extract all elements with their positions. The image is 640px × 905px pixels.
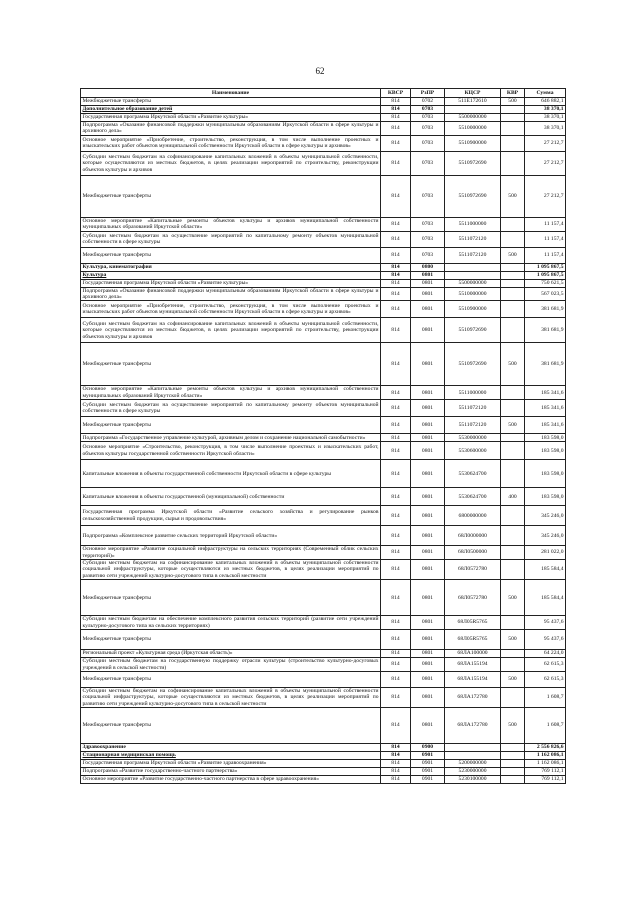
cell-kvsr: 814	[381, 460, 411, 488]
table-row	[81, 580, 566, 616]
page-number: 62	[315, 66, 325, 76]
cell-rzpr: 0801	[411, 560, 445, 580]
cell-rzpr: 0801	[411, 658, 445, 672]
cell-kcsr: 5500000000	[445, 114, 501, 122]
cell-kvr	[501, 546, 525, 560]
cell-rzpr: 0801	[411, 442, 445, 460]
cell-kvr	[501, 400, 525, 417]
cell-kvsr: 814	[381, 616, 411, 630]
cell-sum: 1 608,7	[525, 708, 566, 744]
cell-rzpr: 0900	[411, 744, 445, 752]
cell-kcsr: 68Л05R5765	[445, 616, 501, 630]
cell-kcsr: 5530624700	[445, 488, 501, 506]
cell-kcsr: 5510900000	[445, 301, 501, 318]
cell-sum: 185 584,4	[525, 580, 566, 616]
cell-kvr: 500	[501, 247, 525, 263]
cell-sum: 27 212,7	[525, 175, 566, 217]
cell-sum: 11 157,4	[525, 217, 566, 231]
cell-rzpr: 0801	[411, 580, 445, 616]
cell-kvsr: 814	[381, 231, 411, 247]
cell-kcsr: 5511000000	[445, 386, 501, 400]
cell-kvsr: 814	[381, 175, 411, 217]
cell-rzpr: 0703	[411, 106, 445, 114]
cell-kvr	[501, 106, 525, 114]
table-row	[81, 417, 566, 434]
table-row	[81, 671, 566, 687]
header-kvsr: КВСР	[381, 89, 411, 98]
table-row	[81, 114, 566, 122]
cell-rzpr: 0801	[411, 616, 445, 630]
cell-kvr	[501, 650, 525, 658]
cell-name: Государственная программа Иркутской области «Развитие культуры»	[81, 114, 381, 122]
cell-rzpr: 0801	[411, 301, 445, 318]
cell-rzpr: 0703	[411, 114, 445, 122]
cell-kvr: 400	[501, 488, 525, 506]
table-row	[81, 506, 566, 526]
cell-rzpr: 0901	[411, 752, 445, 760]
cell-sum: 185 341,6	[525, 400, 566, 417]
cell-kvsr: 814	[381, 776, 411, 784]
table-row	[81, 616, 566, 630]
table-row	[81, 279, 566, 287]
cell-name: Региональный проект «Культурная среда (Иркутская область)»	[81, 650, 381, 658]
cell-rzpr: 0801	[411, 343, 445, 386]
table-row	[81, 760, 566, 768]
table-row	[81, 175, 566, 217]
cell-kvsr: 814	[381, 687, 411, 707]
cell-sum: 185 584,4	[525, 560, 566, 580]
table-row	[81, 658, 566, 672]
cell-sum: 2 556 826,6	[525, 744, 566, 752]
cell-name: Основное мероприятие «Развитие государственно-частного партнерства в сфере здравоохранения»	[81, 776, 381, 784]
cell-name: Межбюджетные трансферты	[81, 580, 381, 616]
cell-kvsr: 814	[381, 744, 411, 752]
cell-sum: 27 212,7	[525, 151, 566, 175]
cell-rzpr: 0801	[411, 506, 445, 526]
cell-kcsr: 5230000000	[445, 768, 501, 776]
header-rzpr: РзПР	[411, 89, 445, 98]
cell-kvsr: 814	[381, 106, 411, 114]
cell-kvsr: 814	[381, 526, 411, 546]
table-row	[81, 560, 566, 580]
cell-kvr	[501, 752, 525, 760]
cell-kvsr: 814	[381, 560, 411, 580]
header-kvr: КВР	[501, 89, 525, 98]
header-sum: Сумма	[525, 89, 566, 98]
cell-kcsr: 5510972690	[445, 343, 501, 386]
cell-sum: 183 598,0	[525, 442, 566, 460]
table-row	[81, 546, 566, 560]
cell-kvsr: 814	[381, 506, 411, 526]
table-row	[81, 301, 566, 318]
cell-kvsr: 814	[381, 580, 411, 616]
cell-sum: 1 095 867,5	[525, 271, 566, 279]
cell-sum: 27 212,7	[525, 135, 566, 151]
cell-kcsr: 68ЛА155194	[445, 658, 501, 672]
table-row	[81, 526, 566, 546]
cell-sum: 1 162 086,1	[525, 752, 566, 760]
cell-sum: 95 437,6	[525, 616, 566, 630]
table-row	[81, 687, 566, 707]
cell-sum: 64 224,0	[525, 650, 566, 658]
cell-rzpr: 0801	[411, 287, 445, 301]
cell-rzpr: 0801	[411, 271, 445, 279]
cell-name: Субсидии местным бюджетам на софинансирование капитальных вложений в объекты муниципальной собственности социальной инфраструктуры, которые осуществляются из местных бюджетов, в целях реализации мероприятий по развитию сети учреждений культурно-досугового типа в сельской местности	[82, 560, 379, 579]
cell-kvr	[501, 217, 525, 231]
table-row	[81, 263, 566, 271]
cell-sum: 62 615,3	[525, 658, 566, 672]
cell-rzpr: 0703	[411, 247, 445, 263]
cell-kvsr: 814	[381, 386, 411, 400]
cell-name: Государственная программа Иркутской области «Развитие сельского хозяйства и регулирование рынков сельскохозяйственной продукции, сырья и продовольствия»	[81, 506, 381, 526]
cell-kvsr: 814	[381, 442, 411, 460]
cell-kcsr: 5530000000	[445, 434, 501, 442]
cell-rzpr: 0801	[411, 400, 445, 417]
cell-name: Основное мероприятие «Приобретение, строительство, реконструкция, в том числе выполнение проектных и изыскательских работ объектов муниципальной собственности Иркутской области в сфере культуры и архивов»	[81, 301, 381, 318]
cell-kcsr: 68Л0000000	[445, 526, 501, 546]
cell-kvsr: 814	[381, 434, 411, 442]
header-row	[81, 89, 566, 98]
cell-sum: 62 615,3	[525, 671, 566, 687]
budget-table	[80, 88, 566, 784]
cell-kvsr: 814	[381, 400, 411, 417]
cell-name: Основное мероприятие «Строительство, реконструкция, в том числе выполнение проектных и изыскательских работ, объектов культуры государственной собственности Иркутской области»	[81, 442, 381, 460]
cell-kvsr: 814	[381, 546, 411, 560]
cell-sum: 750 621,5	[525, 279, 566, 287]
cell-name: Государственная программа Иркутской области «Развитие здравоохранения»	[81, 760, 381, 768]
cell-name: Стационарная медицинская помощь	[81, 752, 381, 760]
table-row	[81, 442, 566, 460]
cell-kcsr: 5510972690	[445, 318, 501, 343]
cell-sum: 281 022,0	[525, 546, 566, 560]
cell-rzpr: 0703	[411, 151, 445, 175]
cell-kvsr: 814	[381, 768, 411, 776]
cell-sum: 183 598,0	[525, 488, 566, 506]
cell-kvsr: 814	[381, 417, 411, 434]
cell-rzpr: 0801	[411, 434, 445, 442]
cell-rzpr: 0801	[411, 671, 445, 687]
table-row	[81, 343, 566, 386]
table-row	[81, 776, 566, 784]
cell-name: Основное мероприятие «Приобретение, строительство, реконструкция, в том числе выполнение проектных и изыскательских работ объектов муниципальной собственности Иркутской области в сфере культуры и архивов»	[82, 136, 379, 150]
cell-kvr	[501, 231, 525, 247]
cell-sum: 38 370,1	[525, 122, 566, 136]
cell-name: Культура, кинематография	[81, 263, 381, 271]
cell-kcsr: 5500000000	[445, 279, 501, 287]
cell-rzpr: 0801	[411, 630, 445, 650]
cell-name: Субсидии местным бюджетам на обеспечение комплексного развития сельских территорий (развитие сети учреждений культурно-досугового типа на сельских территориях)	[82, 616, 379, 629]
cell-kvr	[501, 526, 525, 546]
cell-rzpr: 0703	[411, 175, 445, 217]
cell-kvr: 500	[501, 98, 525, 106]
cell-name: Субсидии местным бюджетам на государственную поддержку отрасли культуры (строительство культурно-досуговых учреждений в сельской местности)	[82, 658, 379, 671]
cell-kvr	[501, 318, 525, 343]
cell-sum: 646 882,1	[525, 98, 566, 106]
cell-name: Субсидии местным бюджетам на софинансирование капитальных вложений в объекты муниципальной собственности социальной инфраструктуры, которые осуществляются из местных бюджетов, в целях реализации мероприятий по развитию сети учреждений культурно-досугового типа в сельской местности	[82, 687, 379, 707]
table-row	[81, 271, 566, 279]
cell-kcsr: 68Л05R5765	[445, 630, 501, 650]
cell-name: Подпрограмма «Оказание финансовой поддержки муниципальным образованиям Иркутской области в сфере культуры и архивного дела»	[82, 287, 379, 301]
cell-kcsr: 68Л0572780	[445, 580, 501, 616]
cell-kvr	[501, 768, 525, 776]
cell-kvsr: 814	[381, 217, 411, 231]
cell-name: Капитальные вложения в объекты государственной собственности Иркутской области в сфере культуры	[81, 460, 381, 488]
cell-kcsr: 68Л0572780	[445, 560, 501, 580]
cell-kcsr: 5530600000	[445, 442, 501, 460]
table-row	[81, 744, 566, 752]
table-body	[81, 98, 566, 784]
cell-rzpr: 0801	[411, 687, 445, 707]
cell-rzpr: 0901	[411, 776, 445, 784]
cell-kcsr: 5510972690	[445, 151, 501, 175]
cell-sum: 183 598,0	[525, 460, 566, 488]
cell-kvr: 500	[501, 175, 525, 217]
cell-kvr	[501, 776, 525, 784]
cell-kvr: 500	[501, 708, 525, 744]
cell-rzpr: 0801	[411, 279, 445, 287]
cell-sum: 345 246,0	[525, 526, 566, 546]
cell-kvsr: 814	[381, 630, 411, 650]
cell-name: Подпрограмма «Оказание финансовой поддержки муниципальным образованиям Иркутской области в сфере культуры и архивного дела»	[82, 122, 379, 135]
cell-sum: 381 681,9	[525, 301, 566, 318]
cell-kcsr: 5530624700	[445, 460, 501, 488]
table-row	[81, 434, 566, 442]
cell-kcsr: 5511000000	[445, 217, 501, 231]
cell-name: Основное мероприятие «Капитальные ремонты объектов культуры и архивов муниципальной собственности муниципальных образований Иркутской области»	[82, 386, 379, 399]
cell-kvsr: 814	[381, 752, 411, 760]
cell-kvsr: 814	[381, 279, 411, 287]
cell-name: Межбюджетные трансферты	[81, 175, 381, 217]
table-row	[81, 247, 566, 263]
cell-sum: 381 681,9	[525, 343, 566, 386]
header-kcsr: КЦСР	[445, 89, 501, 98]
table-row	[81, 287, 566, 301]
cell-kvr	[501, 151, 525, 175]
cell-kcsr	[445, 744, 501, 752]
cell-kcsr: 6800000000	[445, 506, 501, 526]
cell-rzpr: 0901	[411, 768, 445, 776]
cell-rzpr: 0801	[411, 546, 445, 560]
cell-name: Межбюджетные трансферты	[81, 630, 381, 650]
table-row	[81, 98, 566, 106]
cell-kvsr: 814	[381, 318, 411, 343]
cell-kvsr: 814	[381, 271, 411, 279]
cell-kvsr: 814	[381, 98, 411, 106]
cell-rzpr: 0801	[411, 708, 445, 744]
cell-kvr	[501, 616, 525, 630]
table-row	[81, 768, 566, 776]
cell-kcsr: 68ЛА172780	[445, 687, 501, 707]
table-row	[81, 460, 566, 488]
cell-sum: 185 341,6	[525, 417, 566, 434]
cell-kvr	[501, 442, 525, 460]
table-row	[81, 231, 566, 247]
cell-kvr	[501, 460, 525, 488]
cell-name: Государственная программа Иркутской области «Развитие культуры»	[81, 279, 381, 287]
cell-kvr	[501, 271, 525, 279]
cell-kvr: 500	[501, 671, 525, 687]
cell-rzpr: 0703	[411, 217, 445, 231]
header-name: Наименование	[81, 89, 381, 98]
cell-kvr	[501, 658, 525, 672]
cell-kvr	[501, 122, 525, 136]
table-row	[81, 122, 566, 136]
cell-name: Субсидии местным бюджетам на софинансирование капитальных вложений в объекты муниципальной собственности, которые осуществляются из местных бюджетов, в целях реализации мероприятий по строительству, реконструкции объектов культуры и архивов	[81, 151, 381, 175]
cell-name: Межбюджетные трансферты	[81, 343, 381, 386]
cell-kvr: 500	[501, 630, 525, 650]
cell-sum: 11 157,4	[525, 231, 566, 247]
table-row	[81, 752, 566, 760]
cell-rzpr: 0703	[411, 122, 445, 136]
cell-rzpr: 0801	[411, 417, 445, 434]
cell-name: Межбюджетные трансферты	[81, 98, 381, 106]
cell-name: Подпрограмма «Развитие государственно-частного партнерства»	[81, 768, 381, 776]
cell-kvr: 500	[501, 580, 525, 616]
cell-kcsr	[445, 752, 501, 760]
cell-rzpr: 0800	[411, 263, 445, 271]
cell-kcsr: 68ЛА172780	[445, 708, 501, 744]
cell-rzpr: 0703	[411, 231, 445, 247]
cell-kvr	[501, 687, 525, 707]
cell-kvsr: 814	[381, 247, 411, 263]
cell-kcsr: 5511072120	[445, 417, 501, 434]
table-row	[81, 318, 566, 343]
cell-kvr	[501, 434, 525, 442]
cell-sum: 769 112,1	[525, 768, 566, 776]
cell-name: Основное мероприятие «Капитальные ремонты объектов культуры и архивов муниципальной собственности муниципальных образований Иркутской области»	[82, 217, 379, 231]
table-row	[81, 708, 566, 744]
cell-kvsr: 814	[381, 708, 411, 744]
cell-sum: 567 023,5	[525, 287, 566, 301]
cell-kcsr: 5200000000	[445, 760, 501, 768]
cell-kvr	[501, 760, 525, 768]
cell-rzpr: 0801	[411, 526, 445, 546]
cell-sum: 38 370,1	[525, 114, 566, 122]
cell-kcsr: 5510000000	[445, 122, 501, 136]
cell-name: Здравоохранение	[81, 744, 381, 752]
cell-name: Межбюджетные трансферты	[81, 671, 381, 687]
cell-sum: 183 598,0	[525, 434, 566, 442]
cell-kcsr: 511Е172610	[445, 98, 501, 106]
cell-kcsr: 5511072120	[445, 400, 501, 417]
cell-name: Межбюджетные трансферты	[81, 417, 381, 434]
cell-kcsr: 5230100000	[445, 776, 501, 784]
cell-kcsr: 5511072120	[445, 247, 501, 263]
cell-kvr	[501, 279, 525, 287]
table-row	[81, 630, 566, 650]
cell-kvr	[501, 560, 525, 580]
cell-kvsr: 814	[381, 114, 411, 122]
cell-sum: 95 437,6	[525, 630, 566, 650]
cell-rzpr: 0801	[411, 650, 445, 658]
cell-kcsr: 5510972690	[445, 175, 501, 217]
cell-kvsr: 814	[381, 650, 411, 658]
cell-kvsr: 814	[381, 488, 411, 506]
cell-rzpr: 0702	[411, 98, 445, 106]
cell-name: Культура	[81, 271, 381, 279]
cell-kvsr: 814	[381, 301, 411, 318]
cell-kvsr: 814	[381, 671, 411, 687]
cell-kcsr: 68ЛА155194	[445, 671, 501, 687]
cell-kcsr: 68ЛА100000	[445, 650, 501, 658]
table-row	[81, 106, 566, 114]
cell-sum: 381 681,9	[525, 318, 566, 343]
table-row	[81, 217, 566, 231]
cell-kvr	[501, 506, 525, 526]
table-row	[81, 135, 566, 151]
cell-rzpr: 0901	[411, 760, 445, 768]
cell-sum: 769 112,1	[525, 776, 566, 784]
cell-kvsr: 814	[381, 151, 411, 175]
table-row	[81, 386, 566, 400]
table-row	[81, 400, 566, 417]
cell-kvr	[501, 263, 525, 271]
cell-name: Дополнительное образование детей	[81, 106, 381, 114]
cell-name: Основное мероприятие «Развитие социальной инфраструктуры на сельских территориях (Современный облик сельских территорий)»	[82, 546, 379, 559]
cell-kcsr	[445, 263, 501, 271]
cell-name: Межбюджетные трансферты	[81, 708, 381, 744]
cell-rzpr: 0703	[411, 135, 445, 151]
cell-rzpr: 0801	[411, 386, 445, 400]
cell-kvr: 500	[501, 343, 525, 386]
cell-kcsr: 5510900000	[445, 135, 501, 151]
cell-sum: 345 246,0	[525, 506, 566, 526]
cell-kcsr: 5510000000	[445, 287, 501, 301]
cell-kvr	[501, 114, 525, 122]
cell-sum: 11 157,4	[525, 247, 566, 263]
cell-kvsr: 814	[381, 343, 411, 386]
cell-name: Капитальные вложения в объекты государственной (муниципальной) собственности	[81, 488, 381, 506]
cell-name: Субсидии местным бюджетам на осуществление мероприятий по капитальному ремонту объектов муниципальной собственности в сфере культуры	[82, 232, 379, 246]
cell-kvsr: 814	[381, 263, 411, 271]
cell-kcsr: 68Л0500000	[445, 546, 501, 560]
table-row	[81, 650, 566, 658]
table-row	[81, 488, 566, 506]
cell-kvsr: 814	[381, 135, 411, 151]
cell-kvsr: 814	[381, 122, 411, 136]
cell-sum: 38 370,1	[525, 106, 566, 114]
cell-sum: 1 162 086,1	[525, 760, 566, 768]
cell-sum: 1 608,7	[525, 687, 566, 707]
table-row	[81, 151, 566, 175]
cell-kcsr: 5511072120	[445, 231, 501, 247]
cell-kvr	[501, 386, 525, 400]
cell-kvr: 500	[501, 417, 525, 434]
cell-rzpr: 0801	[411, 318, 445, 343]
cell-kvr	[501, 744, 525, 752]
cell-name: Субсидии местным бюджетам на софинансирование капитальных вложений в объекты муниципальной собственности, которые осуществляются из местных бюджетов, в целях реализации мероприятий по строительству, реконструкции объектов культуры и архивов	[81, 318, 381, 343]
cell-kvsr: 814	[381, 658, 411, 672]
cell-kcsr	[445, 271, 501, 279]
cell-kvr	[501, 301, 525, 318]
cell-kvr	[501, 287, 525, 301]
cell-kvsr: 814	[381, 760, 411, 768]
cell-name: Межбюджетные трансферты	[81, 247, 381, 263]
cell-sum: 185 341,6	[525, 386, 566, 400]
cell-kcsr	[445, 106, 501, 114]
cell-kvsr: 814	[381, 287, 411, 301]
cell-kvr	[501, 135, 525, 151]
cell-sum: 1 095 867,5	[525, 263, 566, 271]
cell-name: Подпрограмма «Государственное управление культурой, архивным делом и сохранение национальной самобытности»	[81, 434, 381, 442]
cell-name: Подпрограмма «Комплексное развитие сельских территорий Иркутской области»	[81, 526, 381, 546]
cell-rzpr: 0801	[411, 488, 445, 506]
cell-rzpr: 0801	[411, 460, 445, 488]
cell-name: Субсидии местным бюджетам на осуществление мероприятий по капитальному ремонту объектов муниципальной собственности в сфере культуры	[81, 400, 381, 417]
